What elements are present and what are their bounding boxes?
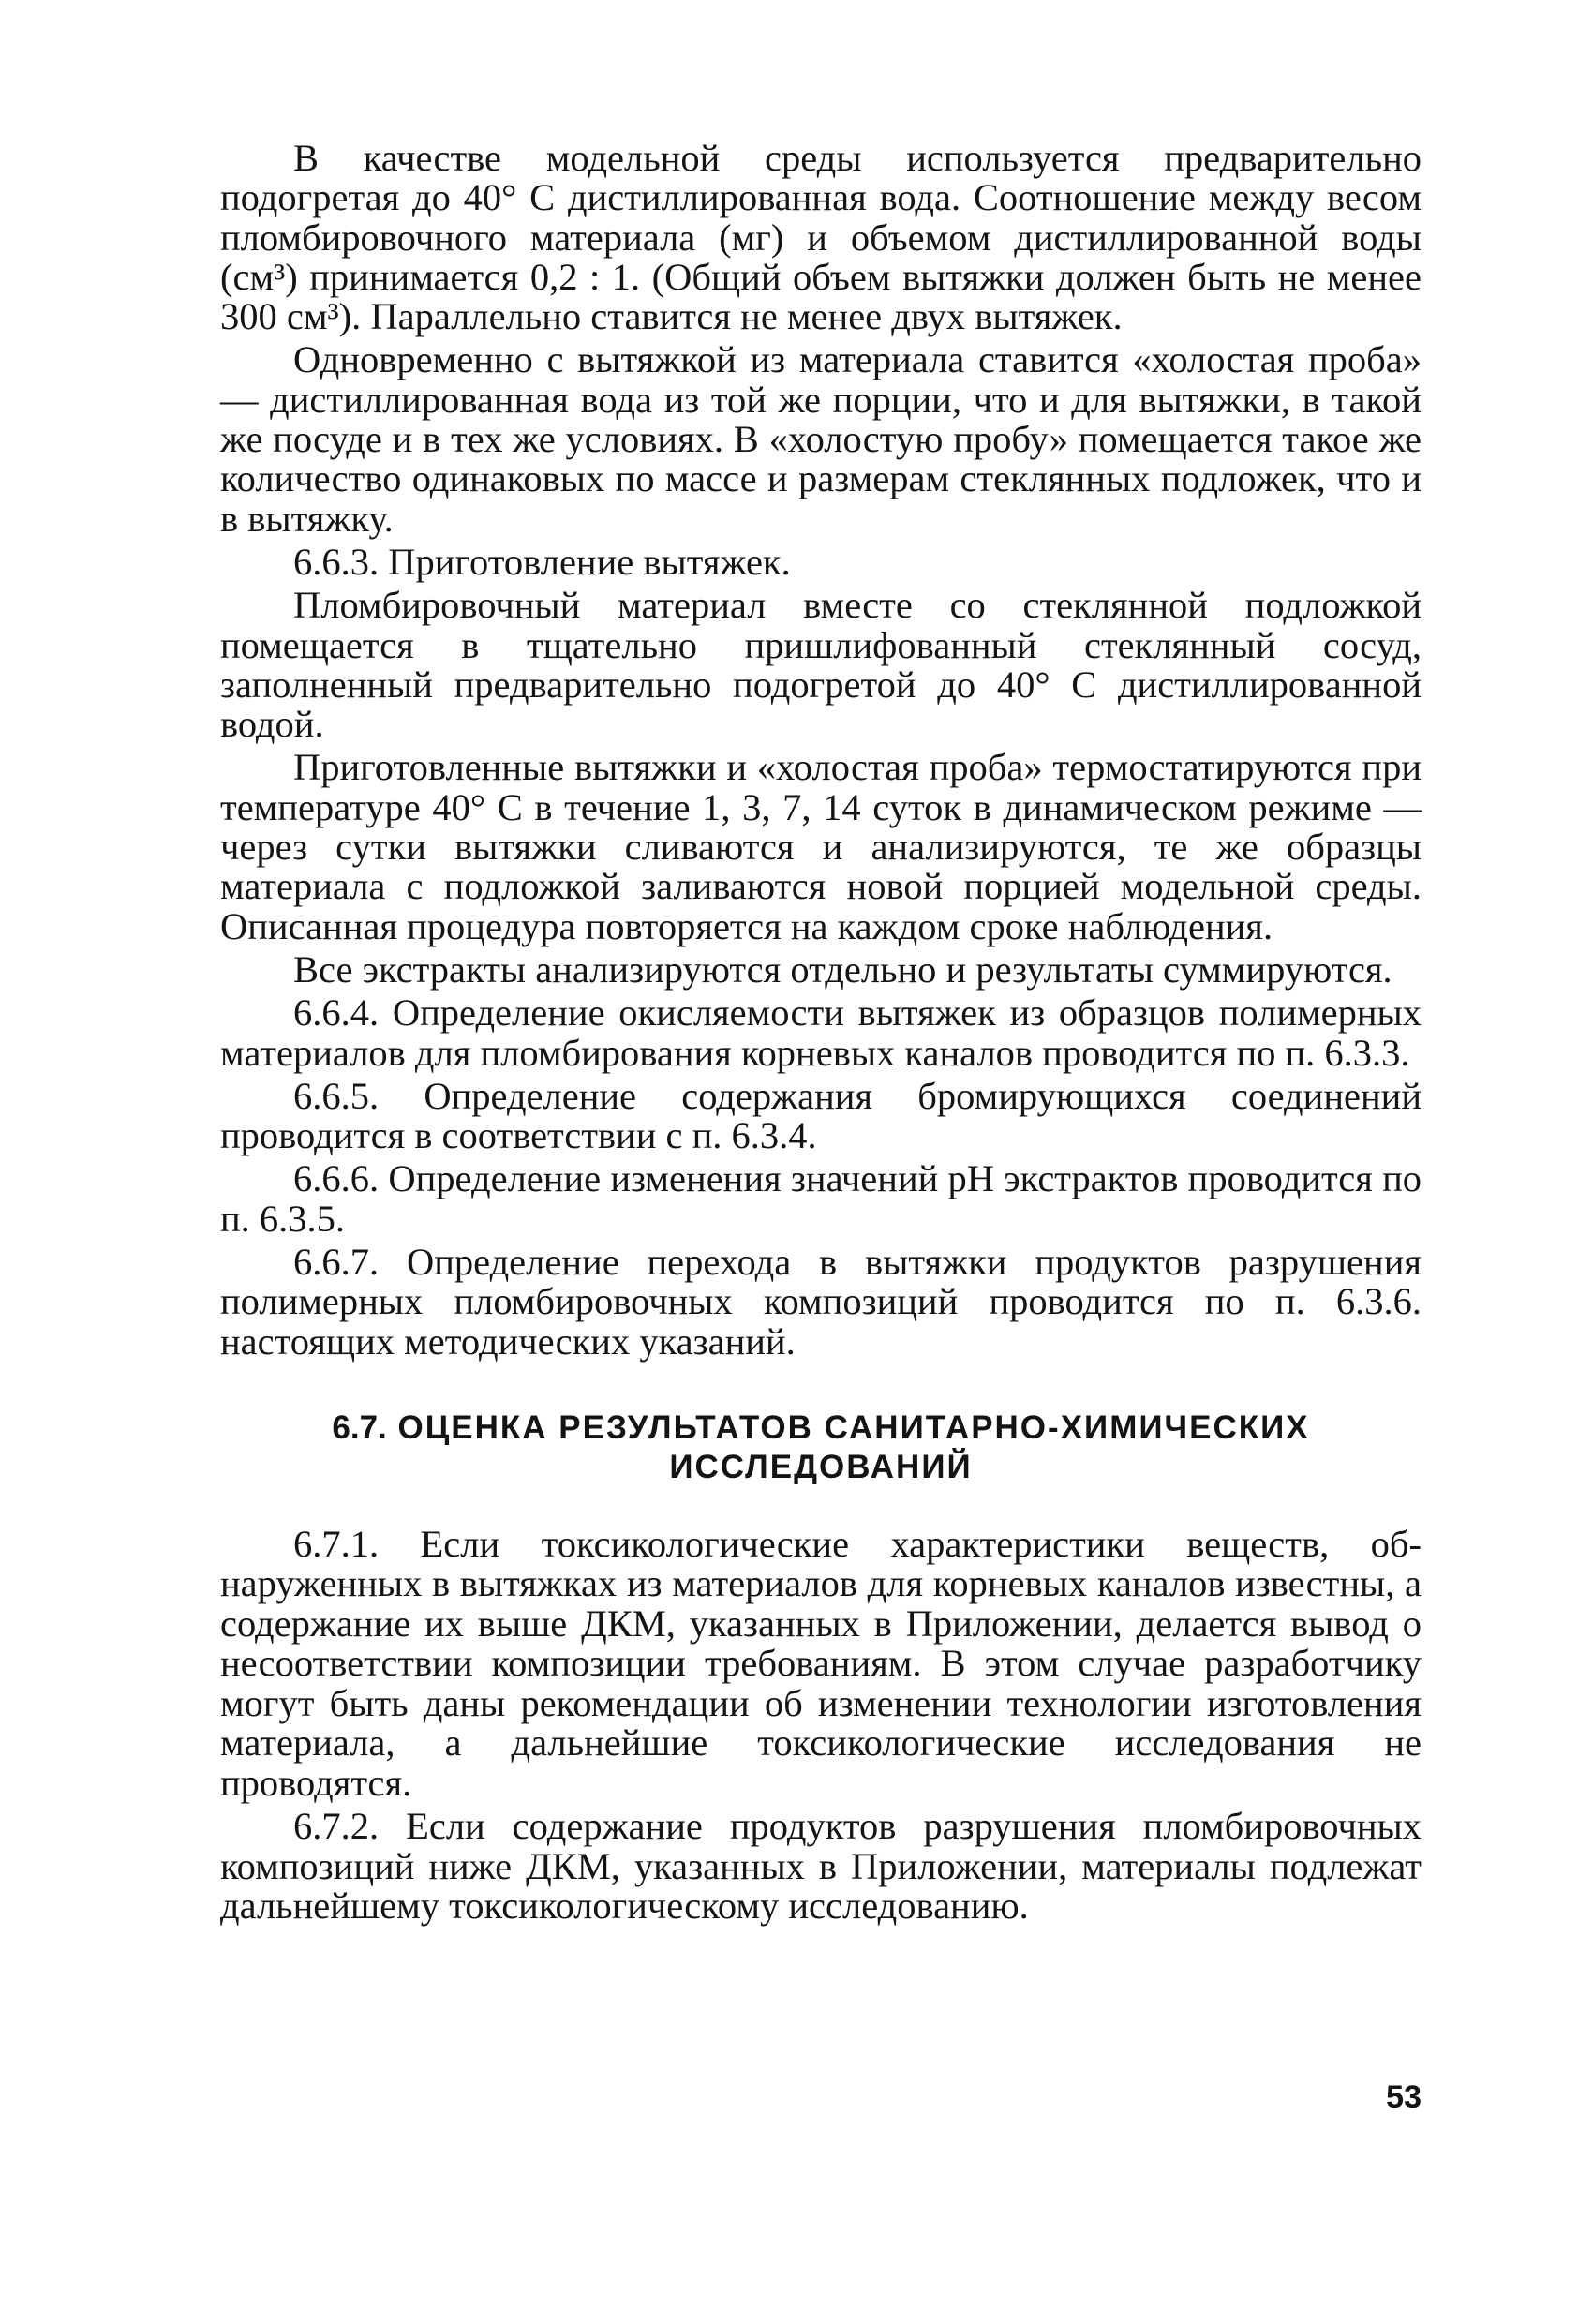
paragraph-6-7-1: 6.7.1. Если токсикологические характеристики веществ, обнаруженных в вытяжках из материалов для корневых каналов известны, а содержание их выше ДКМ, указанных в Приложении, делается вывод о несоответствии композиции требованиям. В этом случае разработчику могут быть даны рекомендации об изменении технологии изготовления материала, а дальнейшие токсикологические исследования не проводятся. bbox=[220, 1522, 1422, 1804]
section-6-7-body bbox=[220, 1522, 1422, 1930]
section-6-7-number: 6.7. bbox=[332, 1408, 387, 1446]
paragraph-6-6-7: 6.6.7. Определение перехода в вытяжки продуктов разрушения полимерных пломбировочных композиций проводится по п. 6.3.6. настоящих методических указаний. bbox=[220, 1241, 1422, 1363]
paragraph-6-6-4: 6.6.4. Определение окисляемости вытяжек из образцов полимерных материалов для пломбирования корневых каналов проводится по п. 6.3.3. bbox=[220, 991, 1422, 1074]
paragraph-6-6-3-title: 6.6.3. Приготовление вытяжек. bbox=[293, 540, 791, 583]
paragraph-extracts-summed: Все экстракты анализируются отдельно и результаты суммируются. bbox=[293, 947, 1392, 991]
paragraph-6-6-3-body: Пломбировочный материал вместе со стеклянной подложкой помещается в тщательно пришлифованный стеклянный сосуд, заполненный предварительно подогретой до 40° С дистиллированной водой. bbox=[220, 584, 1422, 746]
paragraph-blank-sample: Одновременно с вытяжкой из материала ставится «холостая проба» — дистиллированная вода из той же порции, что и для вытяжки, в такой же посуде и в тех же условиях. В «холостую пробу» помещается такое же количество одинаковых по массе и размерам стеклянных подложек, что и в вытяжку. bbox=[220, 338, 1422, 540]
paragraph-thermostat: Приготовленные вытяжки и «холостая проба» термостатируются при температуре 40° С в течение 1, 3, 7, 14 суток в динамическом режиме — через сутки вытяжки сливаются и анализируются, те же образцы материала с подложкой заливаются новой порцией модельной среды. Описанная процедура повторяется на каждом сроке наблюдения. bbox=[220, 746, 1422, 947]
paragraph-6-6-6: 6.6.6. Определение изменения значений pH экстрактов проводится по п. 6.3.5. bbox=[220, 1157, 1422, 1240]
section-6-7-heading-line1 bbox=[220, 1408, 1422, 1448]
page-number: 53 bbox=[1386, 2079, 1422, 2115]
section-6-7-heading bbox=[220, 1408, 1422, 1487]
paragraph-6-6-5: 6.6.5. Определение содержания бромирующихся соединений проводится в соответствии с п. 6.3.4. bbox=[220, 1074, 1422, 1157]
section-6-7-title-part1: ОЦЕНКА РЕЗУЛЬТАТОВ САНИТАРНО-ХИМИЧЕСКИХ bbox=[397, 1408, 1310, 1446]
section-6-7-title-part2: ИССЛЕДОВАНИЙ bbox=[669, 1448, 973, 1485]
paragraph-model-medium: В качестве модельной среды используется предварительно подогретая до 40° С дистиллированная вода. Соотношение между весом пломбировочного материала (мг) и объемом дистиллированной воды (см³) принимается 0,2 : 1. (Общий объем вытяжки должен быть не менее 300 см³). Параллельно ставится не менее двух вытяжек. bbox=[220, 137, 1422, 338]
document-page bbox=[220, 139, 1422, 1930]
section-6-6-body bbox=[220, 139, 1422, 1365]
paragraph-6-7-2: 6.7.2. Если содержание продуктов разрушения пломбировочных композиций ниже ДКМ, указанных в Приложении, материалы подлежат дальнейшему токсикологическому исследованию. bbox=[220, 1805, 1422, 1928]
